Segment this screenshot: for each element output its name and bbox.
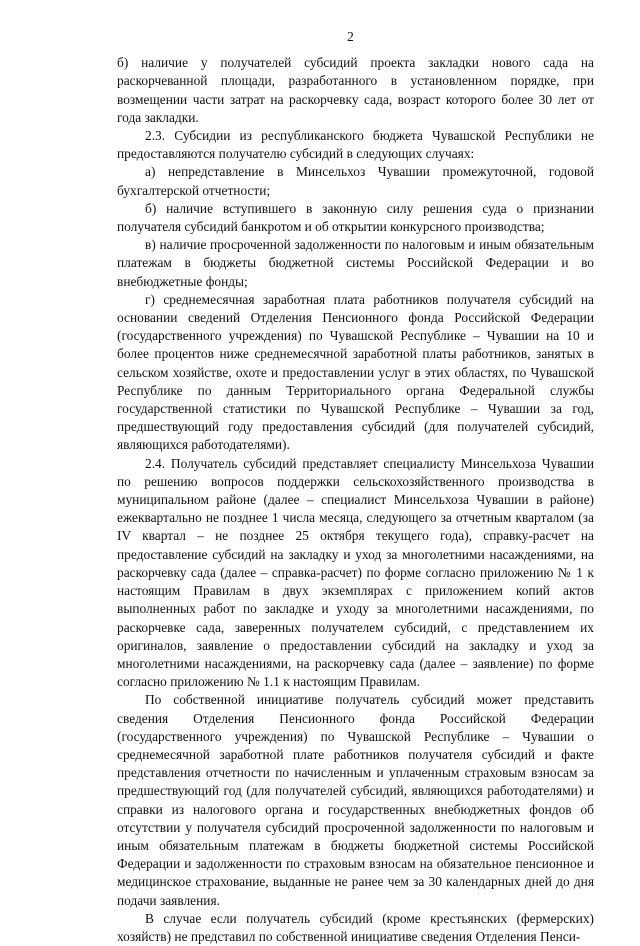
paragraph-1: б) наличие у получателей субсидий проекта закладки нового сада на раскорчеванной площади, разработанного в установленном порядке, при возмещении части затрат на раскорчевку сада, возраст которого более 30 лет от года закладки. [117, 55, 594, 125]
paragraph-3: а) непредставление в Минсельхоз Чувашии промежуточной, годовой бухгалтерской отчетности; [117, 164, 594, 198]
paragraph-9: В случае если получатель субсидий (кроме крестьянских (фермерских) хозяйств) не представил по собственной инициативе сведения Отделения Пенси- [117, 910, 594, 944]
page-number: 2 [347, 29, 354, 44]
paragraph-5: в) наличие просроченной задолженности по налоговым и иным обязательным платежам в бюджеты бюджетной системы Российской Федерации и во внебюджетные фонды; [117, 237, 594, 289]
paragraph-6: г) среднемесячная заработная плата работников получателя субсидий на основании сведений Отделения Пенсионного фонда Российской Федерации (государственного учреждения) по Чувашской Республике – Чувашии на 10 и более процентов ниже среднемесячной заработной платы работников, занятых в сельском хозяйстве, охоте и предоставлении услуг в этих областях, по Чувашской Республике по данным Территориального органа Федеральной службы государственной статистики по Чувашской Республике – Чувашии за год, предшествующий году предоставления субсидий (для получателей субсидий, являющихся работодателями). [117, 291, 594, 453]
paragraph-4: б) наличие вступившего в законную силу решения суда о признании получателя субсидий банкротом и об открытии конкурсного производства; [117, 200, 594, 235]
paragraph-8: По собственной инициативе получатель субсидий может представить сведения Отделения Пенсионного фонда Российской Федерации (государственного учреждения) по Чувашской Республике – Чувашии о среднемесячной заработной плате работников получателя субсидий и факте представления отчетности по начисленным и уплаченным страховым взносам за предшествующий год (для получателей субсидий, являющихся работодателями) и справки из налогового органа и государственных внебюджетных фондов об отсутствии у получателя субсидий просроченной задолженности по налоговым и иным обязательным платежам в бюджеты бюджетной системы Российской Федерации и задолженности по страховым взносам на обязательное пенсионное и медицинское страхование, выданные не ранее чем за 30 календарных дней до дня подачи заявления. [117, 692, 594, 908]
paragraph-7: 2.4. Получатель субсидий представляет специалисту Минсельхоза Чувашии по решению вопросов поддержки сельскохозяйственного производства в муниципальном районе (далее – специалист Минсельхоза Чувашии в районе) ежеквартально не позднее 1 числа месяца, следующего за отчетным кварталом (за IV квартал – не позднее 25 октября текущего года), справку-расчет на предоставление субсидий на закладку и уход за многолетними насаждениями, на раскорчевку сада (далее – справка-расчет) по форме согласно приложению № 1 к настоящим Правилам в двух экземплярах с приложением копий актов выполненных работ по закладке и уходу за многолетними насаждениями, по раскорчевке сада, заверенных получателем субсидий, с представлением их оригиналов, заявление о предоставлении субсидий на закладку и уход за многолетними насаждениями, на раскорчевку сада (далее – заявление) по форме согласно приложению № 1.1 к настоящим Правилам. [117, 455, 594, 690]
paragraph-2: 2.3. Субсидии из республиканского бюджета Чувашской Республики не предоставляются получателю субсидий в следующих случаях: [117, 128, 594, 162]
